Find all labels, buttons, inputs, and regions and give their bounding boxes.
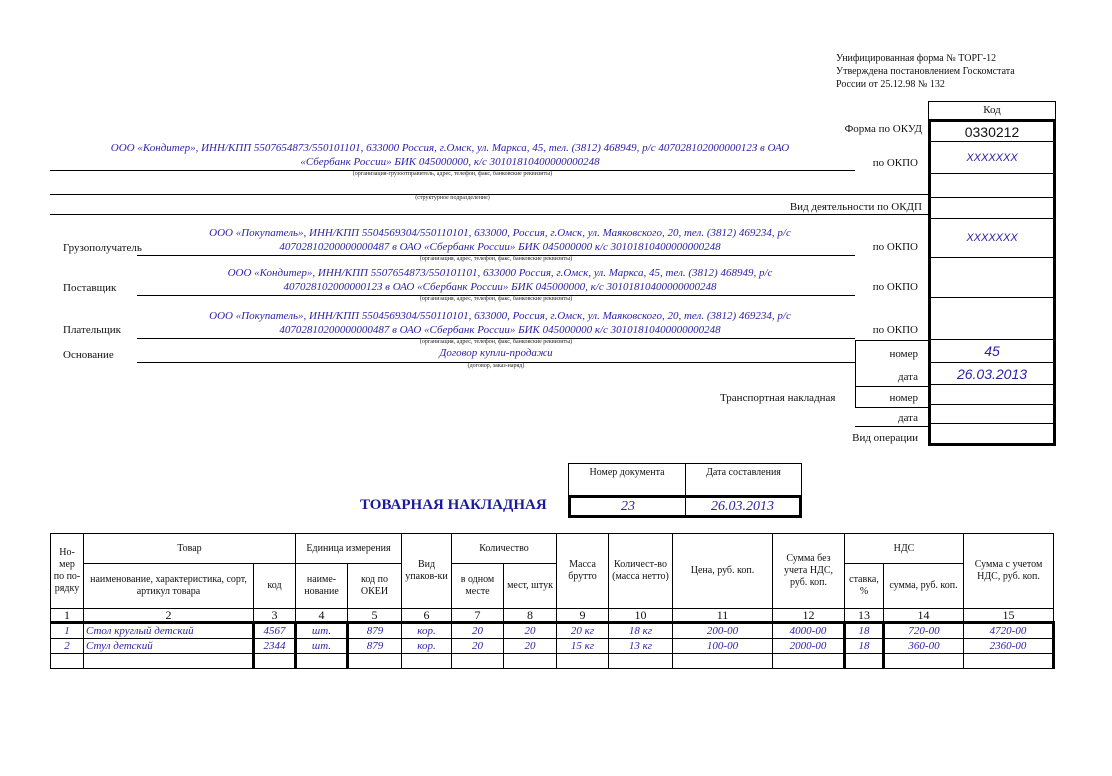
- header-goods: Товар: [84, 534, 296, 564]
- col-num: 1: [51, 609, 84, 623]
- cell-empty[interactable]: [51, 654, 84, 669]
- cell-qty-places[interactable]: 20: [504, 639, 557, 654]
- cell-goods-code[interactable]: 2344: [254, 639, 296, 654]
- okpo-supplier-value[interactable]: [931, 258, 1053, 298]
- transport-number-value[interactable]: [931, 385, 1053, 405]
- cell-unit-okei[interactable]: 879: [348, 623, 402, 639]
- basis-number-value[interactable]: 45: [931, 340, 1053, 363]
- shipper-hint: (организация-грузоотправитель, адрес, телефон, факс, банковские реквизиты): [352, 171, 553, 177]
- cell-empty[interactable]: [964, 654, 1054, 669]
- okpo-supplier-label: по ОКПО: [872, 281, 918, 293]
- shipper-line2: «Сбербанк России» БИК 045000000, к/с 30101810400000000248: [300, 156, 600, 168]
- cell-gross[interactable]: 15 кг: [557, 639, 609, 654]
- cell-price[interactable]: 100-00: [673, 639, 773, 654]
- okud-value[interactable]: 0330212: [931, 122, 1053, 142]
- operation-value[interactable]: [931, 424, 1053, 443]
- col-num: 5: [348, 609, 402, 623]
- col-num: 9: [557, 609, 609, 623]
- document-header-box: [568, 463, 802, 495]
- header-unit-name: наиме-нование: [296, 564, 348, 609]
- cell-goods-name[interactable]: Стол круглый детский: [84, 623, 254, 639]
- header-net: Количест-во (масса нетто): [609, 534, 673, 609]
- transport-date-value[interactable]: [931, 405, 1053, 424]
- okud-label: Форма по ОКУД: [844, 123, 922, 135]
- basis-hint: (договор, заказ-наряд): [467, 363, 525, 369]
- cell-pack[interactable]: кор.: [402, 639, 452, 654]
- col-num: 12: [773, 609, 845, 623]
- consignee-block: [150, 226, 850, 254]
- cell-empty[interactable]: [557, 654, 609, 669]
- cell-goods-name[interactable]: Стул детский: [84, 639, 254, 654]
- cell-vat-rate[interactable]: 18: [845, 639, 884, 654]
- cell-empty[interactable]: [254, 654, 296, 669]
- cell-unit-name[interactable]: шт.: [296, 623, 348, 639]
- basis-box-top: [855, 340, 928, 341]
- supplier-hint: (организация, адрес, телефон, факс, банковские реквизиты): [419, 296, 573, 302]
- basis-date-line: [855, 386, 928, 387]
- code-header: Код: [928, 101, 1056, 119]
- shipper-line1: ООО «Кондитер», ИНН/КПП 5507654873/550101101, 633000 Россия, г.Омск, ул. Маркса, 45, тел. (3812) 468949, р/с 40702810200000012З в ОАО: [110, 142, 790, 154]
- division-code-cell[interactable]: [931, 174, 1053, 198]
- header-gross: Масса брутто: [557, 534, 609, 609]
- payer-hint: (организация, адрес, телефон, факс, банковские реквизиты): [419, 339, 573, 345]
- cell-gross[interactable]: 20 кг: [557, 623, 609, 639]
- table-row: [51, 639, 1054, 654]
- header-unit: Единица измерения: [296, 534, 402, 564]
- header-sum-with-vat: Сумма с учетом НДС, руб. коп.: [964, 534, 1054, 609]
- okpo-consignee-value[interactable]: XXXXXXX: [931, 219, 1053, 258]
- consignee-line1: ООО «Покупатель», ИНН/КПП 5504569304/550110101, 633000, Россия, г.Омск, ул. Маяковского, 20, тел. (3812) 469234, р/с: [209, 227, 791, 239]
- okpo-shipper-label: по ОКПО: [872, 157, 918, 169]
- consignee-hint: (организация, адрес, телефон, факс, банковские реквизиты): [419, 256, 573, 262]
- document-number[interactable]: 23: [571, 498, 686, 515]
- header-qty: Количество: [452, 534, 557, 564]
- cell-net[interactable]: 13 кг: [609, 639, 673, 654]
- cell-goods-code[interactable]: 4567: [254, 623, 296, 639]
- transport-number-label: номер: [889, 392, 918, 404]
- form-header: [836, 52, 1015, 91]
- cell-empty[interactable]: [773, 654, 845, 669]
- document-values-box: [568, 495, 802, 518]
- cell-empty[interactable]: [402, 654, 452, 669]
- transport-number-line: [855, 407, 928, 408]
- document-number-header: Номер документа: [569, 464, 686, 495]
- consignee-line2: 40702810200000000487 в ОАО «Сбербанк России» БИК 045000000 к/с 30101810400000000248: [279, 241, 721, 253]
- header-vat-rate: ставка, %: [845, 564, 884, 609]
- transport-date-line: [855, 426, 928, 427]
- col-num: 2: [84, 609, 254, 623]
- okdp-label: Вид деятельности по ОКДП: [789, 201, 922, 213]
- col-num: 14: [884, 609, 964, 623]
- table-row-empty: [51, 654, 1054, 669]
- shipper-block: [50, 141, 850, 169]
- header-unit-okei: код по ОКЕИ: [348, 564, 402, 609]
- cell-empty[interactable]: [673, 654, 773, 669]
- header-goods-code: код: [254, 564, 296, 609]
- cell-qty-places[interactable]: 20: [504, 623, 557, 639]
- cell-unit-okei[interactable]: 879: [348, 639, 402, 654]
- okdp-line: [50, 214, 928, 215]
- header-vat: НДС: [845, 534, 964, 564]
- col-num: 7: [452, 609, 504, 623]
- document-date-header: Дата составления: [706, 467, 781, 478]
- column-numbers-row: [51, 609, 1054, 623]
- cell-qty-one[interactable]: 20: [452, 639, 504, 654]
- header-sum-no-vat: Сумма без учета НДС, руб. коп.: [773, 534, 845, 609]
- cell-empty[interactable]: [845, 654, 884, 669]
- consignee-label: Грузополучатель: [63, 242, 142, 254]
- form-header-line1: Унифицированная форма № ТОРГ-12: [836, 53, 997, 64]
- cell-net[interactable]: 18 кг: [609, 623, 673, 639]
- okpo-payer-label: по ОКПО: [872, 324, 918, 336]
- okpo-consignee-label: по ОКПО: [872, 241, 918, 253]
- col-num: 6: [402, 609, 452, 623]
- payer-block: [150, 309, 850, 337]
- cell-pack[interactable]: кор.: [402, 623, 452, 639]
- cell-empty[interactable]: [84, 654, 254, 669]
- cell-empty[interactable]: [609, 654, 673, 669]
- header-goods-name: наименование, характеристика, сорт, артикул товара: [84, 564, 254, 609]
- basis-label: Основание: [63, 349, 114, 361]
- cell-price[interactable]: 200-00: [673, 623, 773, 639]
- header-pack: Вид упаков-ки: [402, 534, 452, 609]
- document-title: ТОВАРНАЯ НАКЛАДНАЯ: [360, 497, 547, 513]
- cell-empty[interactable]: [296, 654, 348, 669]
- form-header-line3: России от 25.12.98 № 132: [836, 79, 945, 90]
- transport-label: Транспортная накладная: [720, 392, 836, 404]
- header-price: Цена, руб. коп.: [673, 534, 773, 609]
- supplier-label: Поставщик: [63, 282, 117, 294]
- items-table: [50, 533, 1055, 669]
- cell-vat-sum[interactable]: 360-00: [884, 639, 964, 654]
- header-vat-sum: сумма, руб. коп.: [884, 564, 964, 609]
- transport-date-label: дата: [897, 412, 918, 424]
- col-num: 3: [254, 609, 296, 623]
- cell-empty[interactable]: [504, 654, 557, 669]
- cell-unit-name[interactable]: шт.: [296, 639, 348, 654]
- col-num: 10: [609, 609, 673, 623]
- cell-sum-with-vat[interactable]: 2360-00: [964, 639, 1054, 654]
- operation-label: Вид операции: [852, 432, 918, 444]
- cell-vat-sum[interactable]: 720-00: [884, 623, 964, 639]
- header-qty-one: в одном месте: [452, 564, 504, 609]
- cell-row-num[interactable]: 1: [51, 623, 84, 639]
- header-row-num: Но-мер по по-рядку: [51, 534, 84, 609]
- cell-sum-with-vat[interactable]: 4720-00: [964, 623, 1054, 639]
- basis-date-label: дата: [897, 371, 918, 383]
- code-column: [928, 119, 1056, 446]
- supplier-line2: 40702810200000012З в ОАО «Сбербанк России» БИК 045000000, к/с 30101810400000000248: [283, 281, 717, 293]
- form-header-line2: Утверждена постановлением Госкомстата: [836, 66, 1015, 77]
- okpo-shipper-value[interactable]: XXXXXXX: [931, 142, 1053, 174]
- cell-empty[interactable]: [452, 654, 504, 669]
- cell-sum-no-vat[interactable]: 4000-00: [773, 623, 845, 639]
- basis-box-left: [855, 340, 856, 407]
- cell-qty-one[interactable]: 20: [452, 623, 504, 639]
- okpo-payer-value[interactable]: [931, 298, 1053, 340]
- basis-date-value[interactable]: 26.03.2013: [931, 363, 1053, 385]
- col-num: 15: [964, 609, 1054, 623]
- header-qty-places: мест, штук: [504, 564, 557, 609]
- cell-sum-no-vat[interactable]: 2000-00: [773, 639, 845, 654]
- cell-row-num[interactable]: 2: [51, 639, 84, 654]
- division-hint: (структурное подразделение): [415, 195, 490, 201]
- basis-number-label: номер: [889, 348, 918, 360]
- document-date[interactable]: 26.03.2013: [711, 499, 774, 514]
- table-row: [51, 623, 1054, 639]
- payer-line2: 40702810200000000487 в ОАО «Сбербанк России» БИК 045000000 к/с 30101810400000000248: [279, 324, 721, 336]
- col-num: 13: [845, 609, 884, 623]
- col-num: 4: [296, 609, 348, 623]
- col-num: 11: [673, 609, 773, 623]
- cell-vat-rate[interactable]: 18: [845, 623, 884, 639]
- okdp-value[interactable]: [931, 198, 1053, 219]
- cell-empty[interactable]: [884, 654, 964, 669]
- payer-label: Плательщик: [63, 324, 121, 336]
- basis-value[interactable]: Договор купли-продажи: [439, 347, 553, 359]
- supplier-line1: ООО «Кондитер», ИНН/КПП 5507654873/550101101, 633000 Россия, г.Омск, ул. Маркса, 45, тел. (3812) 468949, р/с: [227, 267, 773, 279]
- supplier-block: [150, 266, 850, 294]
- cell-empty[interactable]: [348, 654, 402, 669]
- payer-line1: ООО «Покупатель», ИНН/КПП 5504569304/550110101, 633000, Россия, г.Омск, ул. Маяковского, 20, тел. (3812) 469234, р/с: [209, 310, 791, 322]
- col-num: 8: [504, 609, 557, 623]
